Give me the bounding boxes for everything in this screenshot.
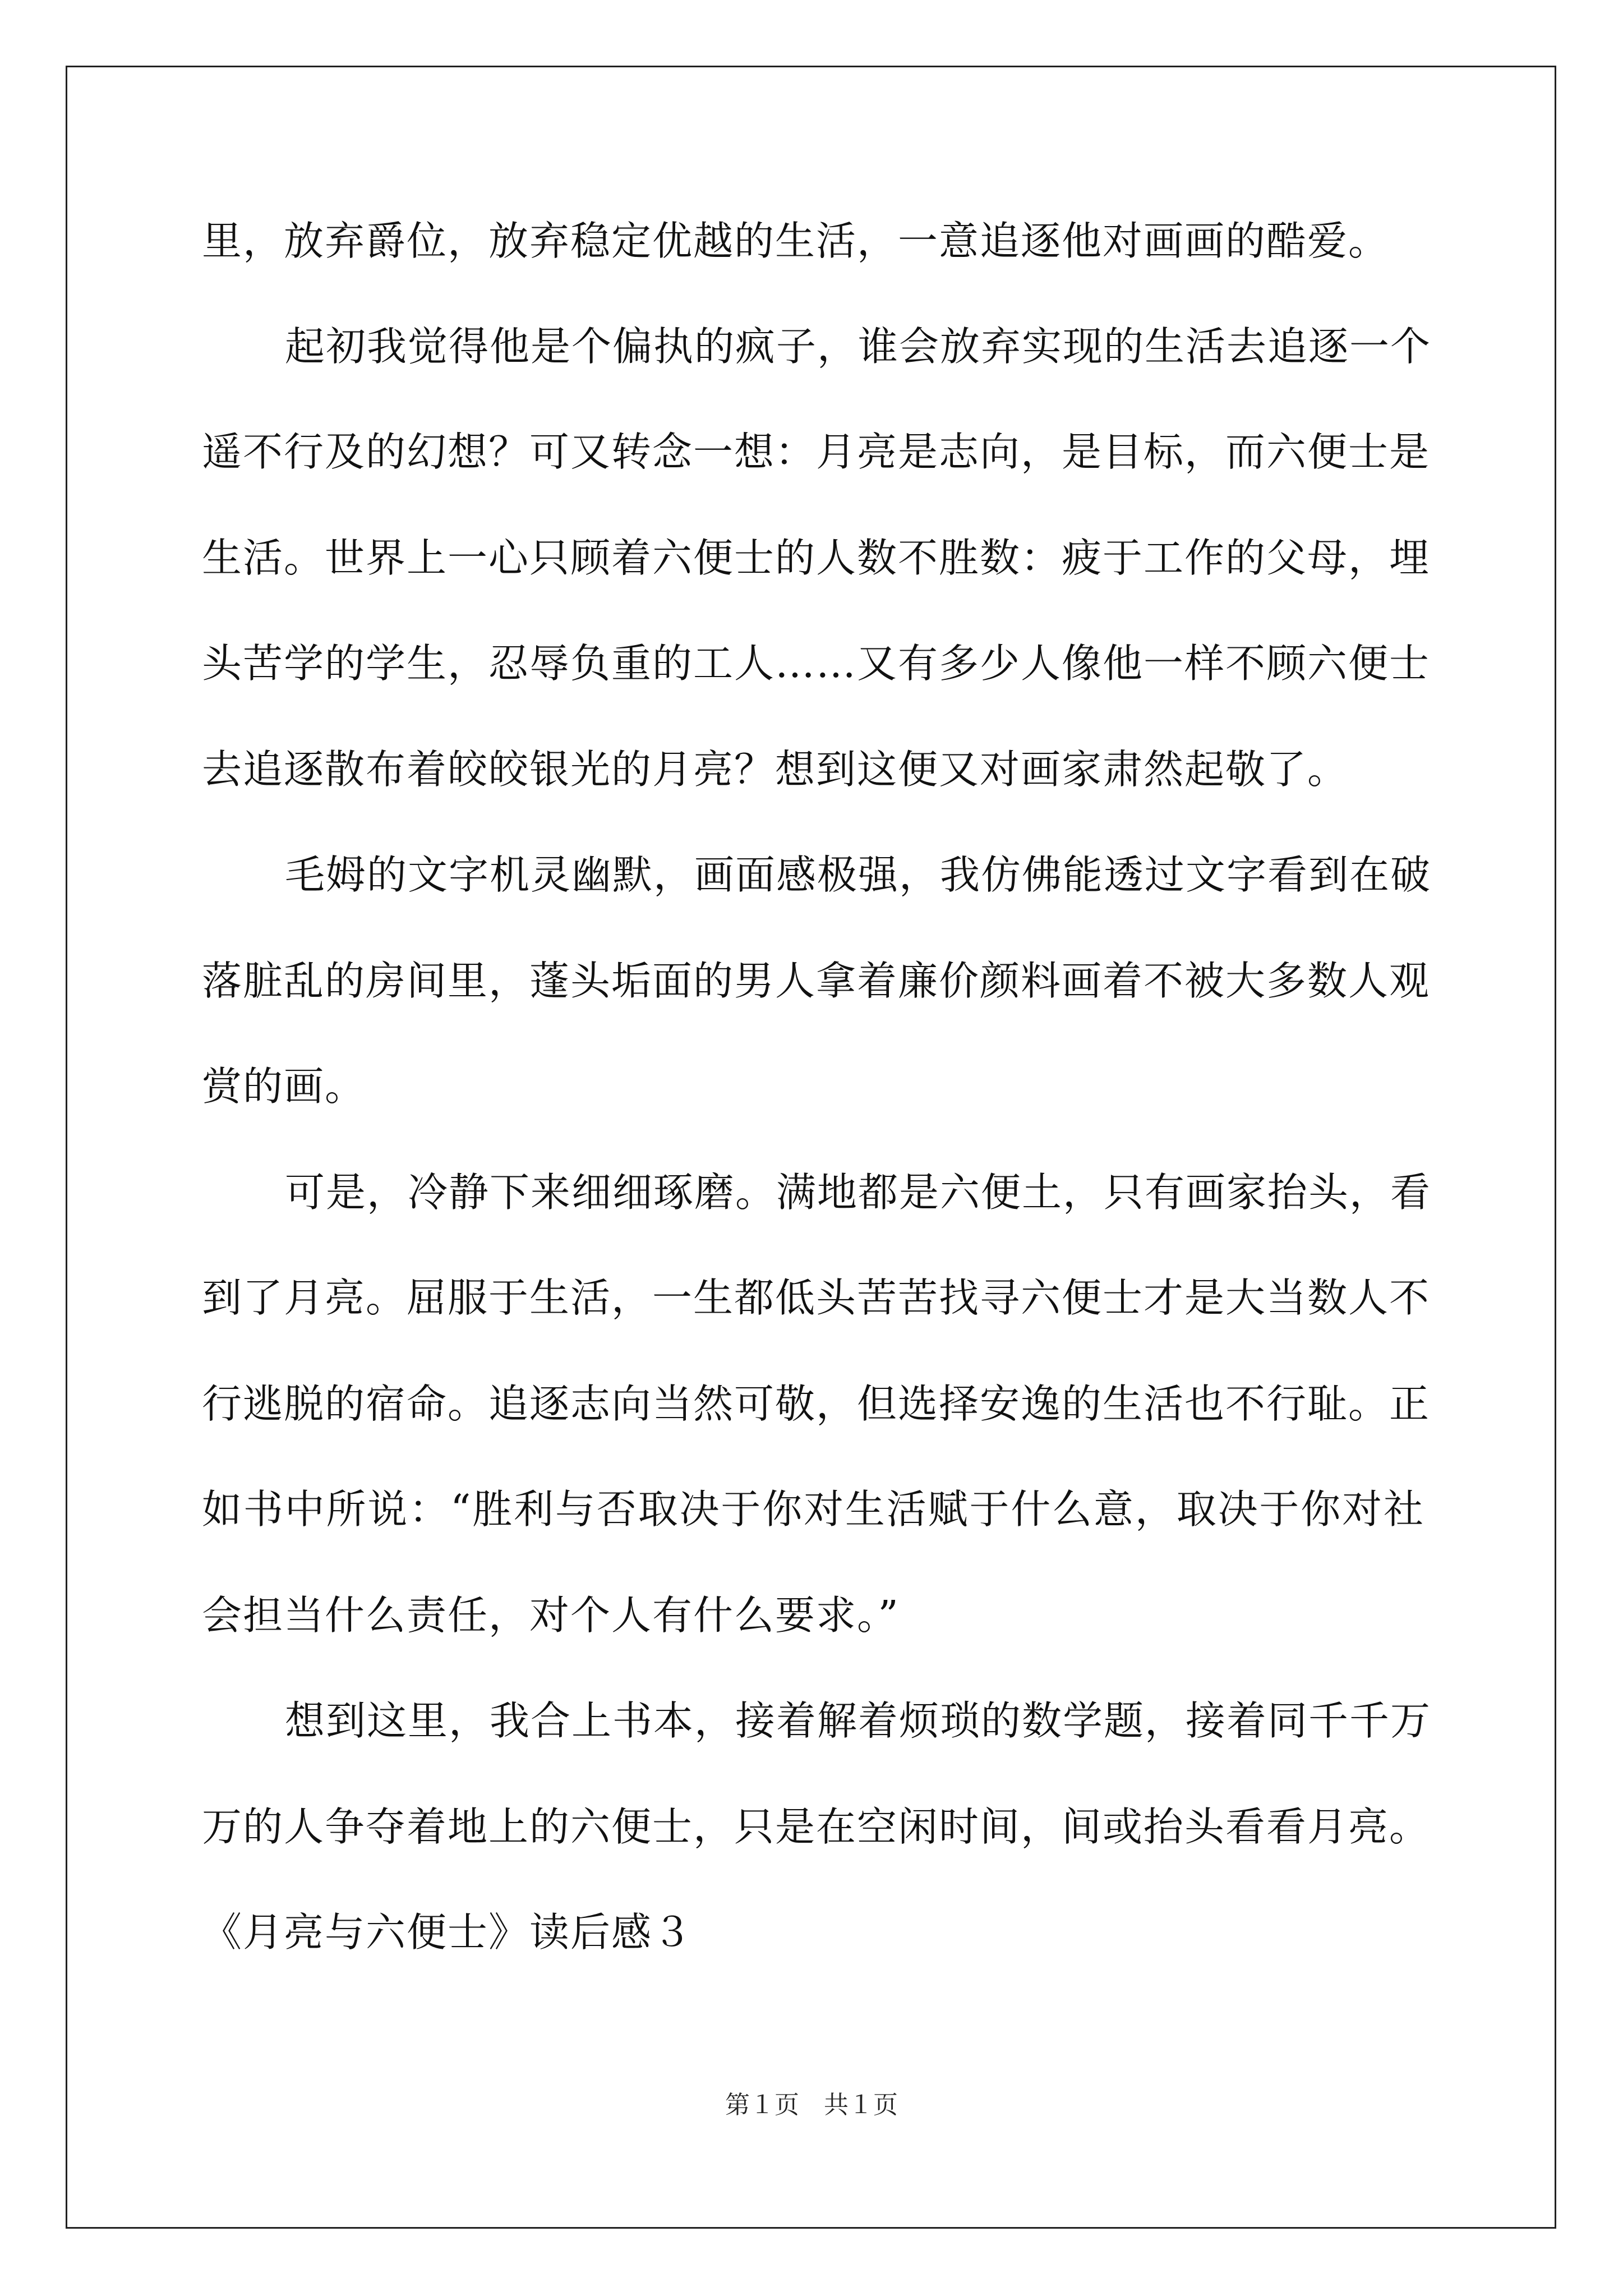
paragraph-line-11: 到了月亮。屈服于生活，一生都低头苦苦找寻六便士才是大当数人不: [202, 1274, 1431, 1321]
paragraph-line-16: 万的人争夺着地上的六便士，只是在空闲时间，间或抬头看看月亮。: [202, 1803, 1431, 1850]
paragraph-line-2: 起初我觉得他是个偏执的疯子，谁会放弃实现的生活去追逐一个: [285, 323, 1432, 370]
paragraph-line-7: 毛姆的文字机灵幽默，画面感极强，我仿佛能透过文字看到在破: [285, 852, 1432, 898]
paragraph-line-8: 落脏乱的房间里，蓬头垢面的男人拿着廉价颜料画着不被大多数人观: [202, 958, 1431, 1004]
paragraph-line-14: 会担当什么责任，对个人有什么要求。”: [202, 1592, 900, 1639]
paragraph-line-13: 如书中所说：“胜利与否取决于你对生活赋于什么意，取决于你对社: [202, 1486, 1424, 1533]
paragraph-line-12: 行逃脱的宿命。追逐志向当然可敬，但选择安逸的生活也不行耻。正: [202, 1381, 1431, 1427]
paragraph-line-3: 遥不行及的幻想？可又转念一想：月亮是志向，是目标，而六便士是: [202, 429, 1431, 475]
paragraph-line-9: 赏的画。: [202, 1063, 366, 1110]
page-footer: 第１页 共１页: [725, 2091, 898, 2119]
paragraph-line-10: 可是，冷静下来细细琢磨。满地都是六便土，只有画家抬头，看: [285, 1169, 1432, 1216]
paragraph-line-4: 生活。世界上一心只顾着六便士的人数不胜数：疲于工作的父母，埋: [202, 535, 1431, 581]
paragraph-line-6: 去追逐散布着皎皎银光的月亮？想到这便又对画家肃然起敬了。: [202, 746, 1349, 793]
paragraph-line-1: 里，放弃爵位，放弃稳定优越的生活，一意追逐他对画画的酷爱。: [202, 218, 1390, 264]
paragraph-line-15: 想到这里，我合上书本，接着解着烦琐的数学题，接着同千千万: [285, 1697, 1432, 1744]
section-heading: 《月亮与六便士》读后感３: [202, 1909, 694, 1955]
paragraph-line-5: 头苦学的学生，忍辱负重的工人……又有多少人像他一样不顾六便士: [202, 640, 1431, 687]
